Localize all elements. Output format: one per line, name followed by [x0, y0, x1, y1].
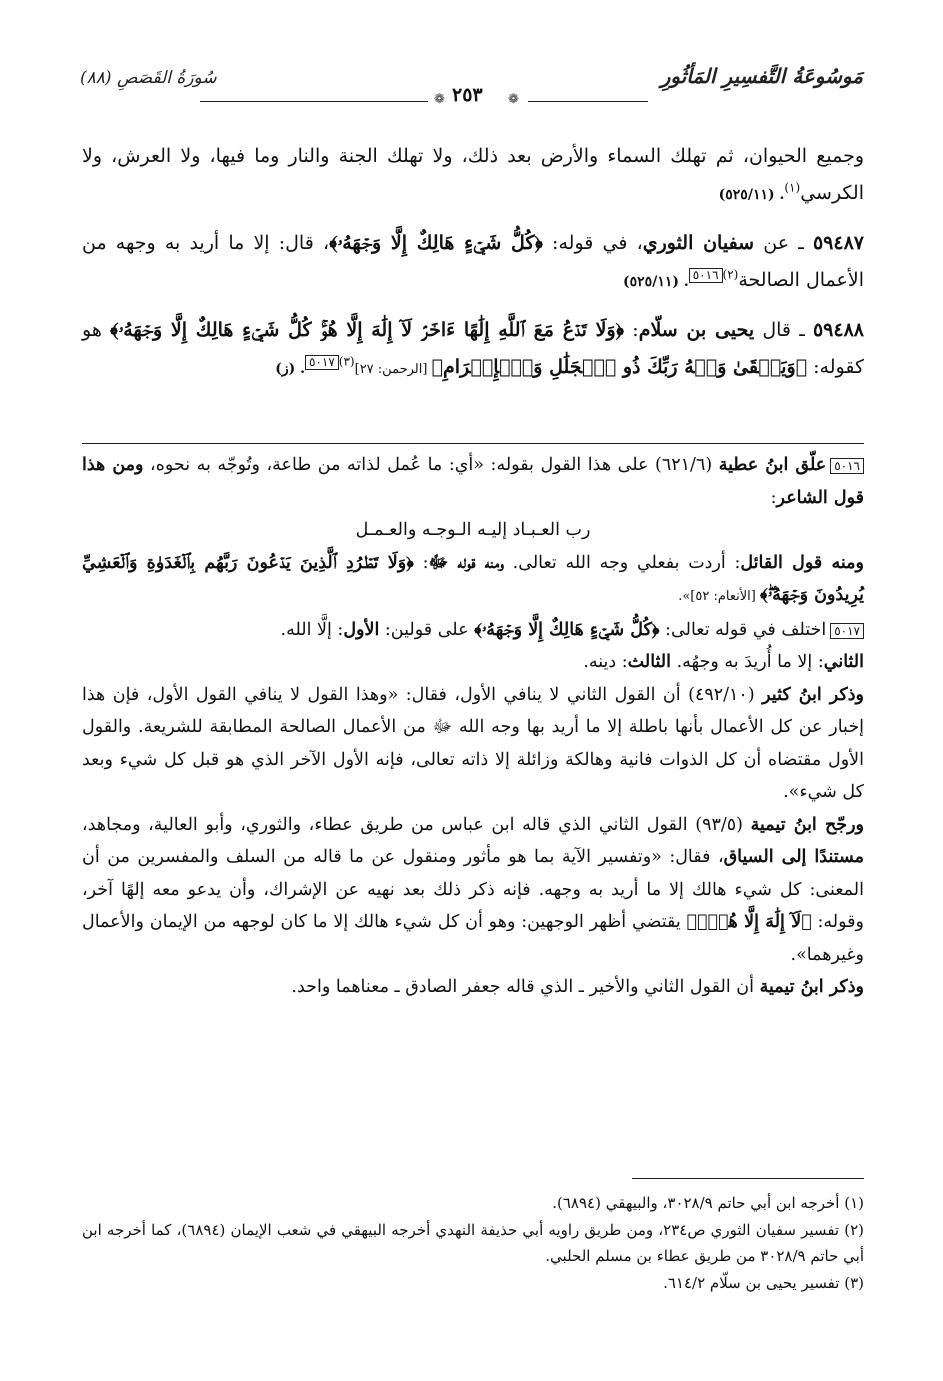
commentary-divider	[82, 443, 864, 444]
scholar-name: ابنُ تيمية	[750, 814, 817, 835]
footnote-3: (٣) تفسير يحيى بن سلّام ٦١٤/٢.	[663, 1273, 864, 1292]
scholar-name: ابنُ تيمية	[759, 977, 824, 997]
volume-reference: . (ز)	[275, 361, 305, 377]
footnote-1: (١) أخرجه ابن أبي حاتم ٣٠٢٨/٩، والبيهقي (٦٨٩٤).	[552, 1194, 864, 1212]
commentary-ibn-taymiyya: ورجّح ابنُ تيمية (٩٣/٥) القول الثاني الذي قاله ابن عباس من طريق عطاء، والثوري، وأبو العالية، ومجاهد، مستندًا إلى السياق، فقال: «وتفسير الآية بما هو مأثور ومنقول عن ما قاله من السلف والمفسرين من أن المعنى: كل شيء هالك إلا ما أريد به وجهه. فإنه ذكر ذلك بعد نهيه عن الإشراك، وأن يدعو معه إلهًا آخر، وقوله: ﴿لَآ إِلَٰهَ إِلَّا هُوَۚ﴾ يقتضي أظهر الوجهين: وهو أن كل شيء هالك إلا ما كان لوجهه من الإيمان والأعمال وغيرهما».	[82, 814, 864, 965]
page-number: ٢٥٣	[452, 84, 483, 106]
ornament-left: ❁	[434, 92, 445, 107]
header-rule-left	[200, 101, 428, 102]
footnote-marker: (٢)	[722, 267, 739, 282]
footnote-divider	[632, 1178, 864, 1179]
commentary-ibn-kathir: وذكر ابنُ كثير (٤٩٢/١٠) أن القول الثاني لا ينافي الأول، فقال: «وهذا القول لا ينافي القول الأول، فإن هذا إخبار عن كل الأعمال بأنها باطلة إلا ما أريد بها وجه الله ﷻ من الأعمال الصالحة المطابقة للشريعة. والقول الأول مقتضاه أن كل الذوات فانية وهالكة وزائلة إلا ذاته تعالى، فإنه الأول الآخر الذي هو قبل كل شيء وبعد كل شيء».	[82, 684, 865, 802]
footnote-2: (٢) تفسير سفيان الثوري ص٢٣٤، ومن طريق راويه أبي حذيفة النهدي أخرجه البيهقي في شعب الإيمان (٦٨٩٤)، كما أخرجه ابن أبي حاتم ٣٠٢٨/٩ من طريق عطاء بن مسلم الحلبي.	[82, 1220, 864, 1265]
page-header	[80, 62, 863, 106]
commentary-section	[82, 449, 864, 1004]
main-text	[82, 138, 864, 399]
commentary-5016-cont: ومنه قول القائل: أردت بفعلي وجه الله تعالى. ومنه قوله ﷻ: ﴿وَلَا تَطۡرُدِ ٱلَّذِينَ يَدۡعُونَ رَبَّهُم بِٱلۡغَدَوٰةِ وَٱلۡعَشِيِّ يُرِيدُونَ وَجۡهَهُۥۖ﴾ [الأنعام: ٥٢]».	[82, 552, 865, 605]
footnotes	[82, 1190, 864, 1296]
volume-reference: . (٥٢٥/١١)	[718, 187, 785, 203]
commentary-box-ref: ٥٠١٧	[305, 355, 339, 370]
commentary-5017: ٥٠١٧اختلف في قوله تعالى: ﴿كُلُّ شَيۡءٍ هَالِكٌ إِلَّا وَجۡهَهُۥ﴾ على قولين: الأول: إلَّا الله.	[82, 614, 864, 647]
athar-59488: ٥٩٤٨٨ ـ قال يحيى بن سلّام: ﴿وَلَا تَدۡعُ مَعَ ٱللَّهِ إِلَٰهًا ءَاخَرَۘ لَآ إِلَٰهَ إِلَّا هُوَۚ كُلُّ شَيۡءٍ هَالِكٌ إِلَّا وَجۡهَهُۥ﴾ هو كقوله: ﴿وَيَبۡقَىٰ وَجۡهُ رَبِّكَ ذُو ٱلۡجَلَٰلِ وَٱلۡإِكۡرَامِ﴾ [الرحمن: ٢٧]$^{(٣)}$٥٠١٧. (ز)	[82, 319, 864, 378]
commentary-5016: ٥٠١٦علّق ابنُ عطية (٦٢١/٦) على هذا القول بقوله: «أي: ما عُمل لذاته من طاعة، وتُوجّه به نحوه، ومن هذا قول الشاعر:	[82, 455, 864, 508]
scholar-name: ابنُ كثير	[762, 684, 822, 705]
header-rule-right	[528, 101, 648, 102]
commentary-5017-opinions: الثاني: إلا ما أُريدَ به وجهُه. الثالث: دينه.	[583, 652, 864, 672]
quran-verse: ﴿وَلَا تَدۡعُ مَعَ ٱللَّهِ إِلَٰهًا ءَاخَرَۘ لَآ إِلَٰهَ إِلَّا هُوَۚ كُلُّ شَيۡءٍ هَالِكٌ إِلَّا وَجۡهَهُۥ﴾	[110, 319, 625, 341]
quran-verse: ﴿وَيَبۡقَىٰ وَجۡهُ رَبِّكَ ذُو ٱلۡجَلَٰلِ وَٱلۡإِكۡرَامِ﴾	[431, 356, 808, 378]
quran-verse: ﴿لَآ إِلَٰهَ إِلَّا هُوَۚ﴾	[686, 912, 812, 932]
commentary-number: ٥٠١٧	[830, 623, 864, 639]
athar-number: ٥٩٤٨٨	[812, 319, 864, 341]
narrator-name: يحيى بن سلّام	[638, 319, 755, 341]
commentary-ibn-taymiyya-2: وذكر ابنُ تيمية أن القول الثاني والأخير ـ الذي قاله جعفر الصادق ـ معناهما واحد.	[291, 977, 864, 997]
commentary-box-ref: ٥٠١٦	[689, 268, 723, 283]
quran-verse: ﴿كُلُّ شَيۡءٍ هَالِكٌ إِلَّا وَجۡهَهُۥ﴾	[474, 619, 660, 640]
volume-reference: . (٥٢٥/١١)	[623, 274, 689, 290]
footnote-marker: (٣)	[338, 354, 355, 369]
commentary-number: ٥٠١٦	[830, 458, 864, 474]
paragraph-1: وجميع الحيوان، ثم تهلك السماء والأرض بعد ذلك، ولا تهلك الجنة والنار وما فيها، ولا العرش، ولا الكرسي$^{(١)}$. (٥٢٥/١١)	[82, 145, 864, 204]
ornament-right: ❁	[508, 92, 519, 107]
quran-verse: ﴿كُلُّ شَيۡءٍ هَالِكٌ إِلَّا وَجۡهَهُۥ﴾	[329, 232, 543, 254]
poem-verse: رب العـبـاد إليـه الـوجـه والعـمـل	[355, 520, 591, 540]
athar-number: ٥٩٤٨٧	[812, 232, 864, 254]
surah-name: سُورَةُ القَصَصِ (٨٨)	[80, 68, 217, 88]
verse-citation: [الأنعام: ٥٢]».	[678, 589, 761, 604]
quran-verse: ﴿وَلَا تَطۡرُدِ ٱلَّذِينَ يَدۡعُونَ رَبَّهُم بِٱلۡغَدَوٰةِ وَٱلۡعَشِيِّ يُرِيدُونَ وَجۡهَهُۥۖ﴾	[82, 552, 864, 605]
athar-59487: ٥٩٤٨٧ ـ عن سفيان الثوري، في قوله: ﴿كُلُّ شَيۡءٍ هَالِكٌ إِلَّا وَجۡهَهُۥ﴾، قال: إلا ما أريد به وجهه من الأعمال الصالحة$^{(٢)}$٥٠١٦. (٥٢٥/١١)	[82, 232, 864, 291]
book-title: مَوسُوعَةُ التَّفسِيرِ المَأثُورِ	[660, 64, 863, 88]
scholar-name: ابنُ عطية	[718, 455, 789, 475]
footnote-marker: (١)	[784, 180, 801, 195]
narrator-name: سفيان الثوري	[642, 232, 755, 254]
verse-citation: [الرحمن: ٢٧]	[354, 362, 432, 377]
